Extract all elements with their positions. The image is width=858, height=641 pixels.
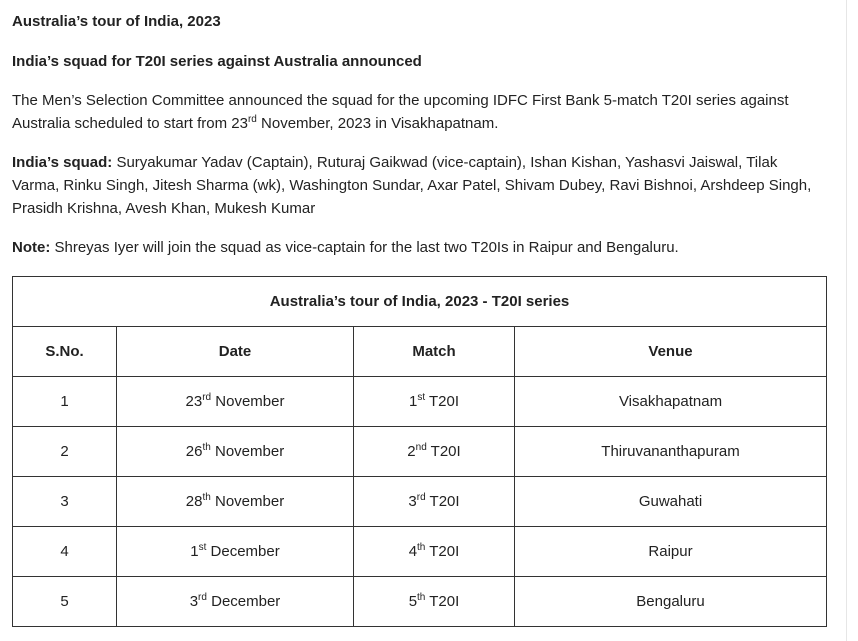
- cell-sno: 4: [13, 527, 117, 577]
- date-day: 3: [189, 593, 199, 610]
- table-row: [13, 577, 827, 627]
- cell-venue: Bengaluru: [515, 577, 827, 627]
- match-number: 1: [408, 393, 418, 410]
- squad-label: India’s squad:: [12, 154, 113, 171]
- cell-match: [354, 477, 515, 527]
- intro-text-end: November, 2023 in Visakhapatnam.: [256, 115, 499, 132]
- header-venue: Venue: [515, 327, 827, 377]
- date-month: December: [206, 593, 281, 610]
- match-suffix: th: [417, 592, 426, 603]
- date-suffix: rd: [202, 392, 212, 403]
- cell-match: [354, 527, 515, 577]
- cell-sno: 3: [13, 477, 117, 527]
- cell-date: [117, 477, 354, 527]
- date-day: 28: [185, 493, 203, 510]
- table-row: [13, 427, 827, 477]
- header-date: Date: [117, 327, 354, 377]
- cell-sno: 2: [13, 427, 117, 477]
- match-type: T20I: [425, 593, 460, 610]
- date-day: 26: [185, 443, 203, 460]
- cell-date: [117, 527, 354, 577]
- cell-sno: 5: [13, 577, 117, 627]
- cell-venue: Visakhapatnam: [515, 377, 827, 427]
- squad-list: Suryakumar Yadav (Captain), Ruturaj Gaikwad (vice-captain), Ishan Kishan, Yashasvi Jaiswal, Tilak Varma, Rinku Singh, Jitesh Sharma (wk), Washington Sundar, Axar Patel, Shivam Dubey, Ravi Bishnoi, Arshdeep Singh, Prasidh Krishna, Avesh Khan, Mukesh Kumar: [12, 154, 812, 217]
- date-month: November: [210, 443, 285, 460]
- match-suffix: st: [417, 392, 426, 403]
- match-number: 3: [408, 493, 417, 510]
- cell-date: [117, 577, 354, 627]
- match-number: 4: [408, 543, 418, 560]
- match-type: T20I: [425, 393, 460, 410]
- table-header-row: [13, 327, 827, 377]
- squad-paragraph: [12, 151, 827, 220]
- date-month: November: [211, 393, 285, 410]
- schedule-table: [12, 276, 827, 627]
- intro-text-start: The Men’s Selection Committee announced the squad for the upcoming IDFC First Bank 5-match T20I series against Australia scheduled to start from 23: [12, 92, 789, 132]
- cell-match: [354, 577, 515, 627]
- header-match: Match: [354, 327, 515, 377]
- cell-venue: Thiruvananthapuram: [515, 427, 827, 477]
- date-suffix: rd: [198, 592, 207, 603]
- date-day: 1: [190, 543, 199, 560]
- article-subtitle: India’s squad for T20I series against Australia announced: [12, 53, 422, 70]
- match-number: 5: [408, 593, 418, 610]
- intro-paragraph: [12, 89, 827, 135]
- cell-venue: Guwahati: [515, 477, 827, 527]
- header-sno: S.No.: [13, 327, 117, 377]
- match-type: T20I: [426, 443, 461, 460]
- note-label: Note:: [12, 239, 51, 256]
- cell-date: [117, 427, 354, 477]
- date-suffix: st: [198, 542, 207, 553]
- intro-date-suffix: rd: [247, 114, 257, 125]
- date-suffix: th: [202, 492, 211, 503]
- date-suffix: th: [202, 442, 211, 453]
- content-right-border: [846, 0, 847, 641]
- match-suffix: th: [417, 542, 426, 553]
- date-month: December: [206, 543, 280, 560]
- table-caption-row: [13, 277, 827, 327]
- match-number: 2: [407, 443, 416, 460]
- table-row: [13, 527, 827, 577]
- match-suffix: rd: [416, 492, 426, 503]
- cell-date: [117, 377, 354, 427]
- date-day: 23: [185, 393, 203, 410]
- table-row: [13, 477, 827, 527]
- note-paragraph: [12, 236, 827, 259]
- date-month: November: [210, 493, 285, 510]
- table-row: [13, 377, 827, 427]
- cell-sno: 1: [13, 377, 117, 427]
- cell-match: [354, 377, 515, 427]
- article-title: Australia’s tour of India, 2023: [12, 13, 221, 30]
- cell-match: [354, 427, 515, 477]
- cell-venue: Raipur: [515, 527, 827, 577]
- match-type: T20I: [425, 543, 460, 560]
- note-text: Shreyas Iyer will join the squad as vice-captain for the last two T20Is in Raipur and Bengaluru.: [50, 239, 679, 256]
- match-suffix: nd: [415, 442, 427, 453]
- table-caption: Australia’s tour of India, 2023 - T20I series: [13, 277, 827, 327]
- match-type: T20I: [425, 493, 460, 510]
